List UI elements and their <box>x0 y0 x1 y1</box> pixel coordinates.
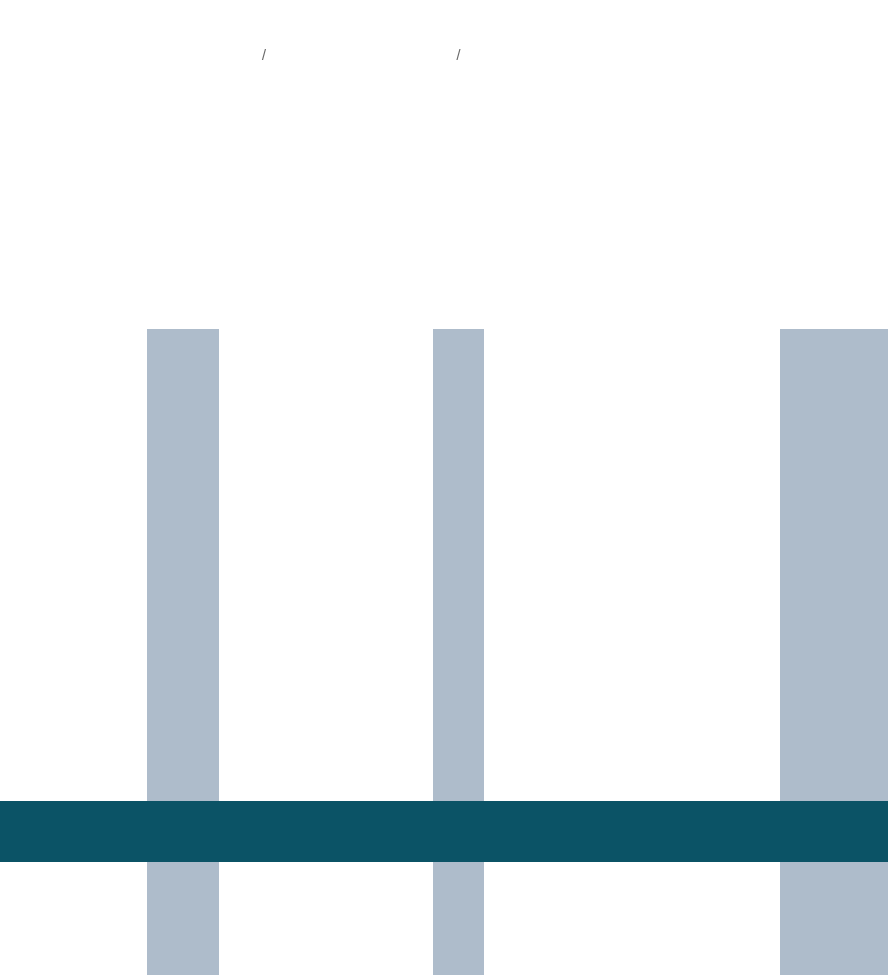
output-75-column-shade <box>433 329 484 801</box>
heater-column-shade <box>780 329 888 801</box>
additional-header <box>536 0 780 110</box>
output-header: / <box>456 46 461 64</box>
type-column-shade <box>147 329 219 801</box>
heater-column-shade-side <box>780 862 888 975</box>
connection-header: / <box>261 46 267 64</box>
model-header <box>0 0 147 329</box>
type-column-shade-side <box>147 862 219 975</box>
output-75-column-shade-side <box>433 862 484 975</box>
banner-overlap-text <box>29 801 147 862</box>
banner-text <box>152 801 852 862</box>
heating-header <box>782 6 888 104</box>
